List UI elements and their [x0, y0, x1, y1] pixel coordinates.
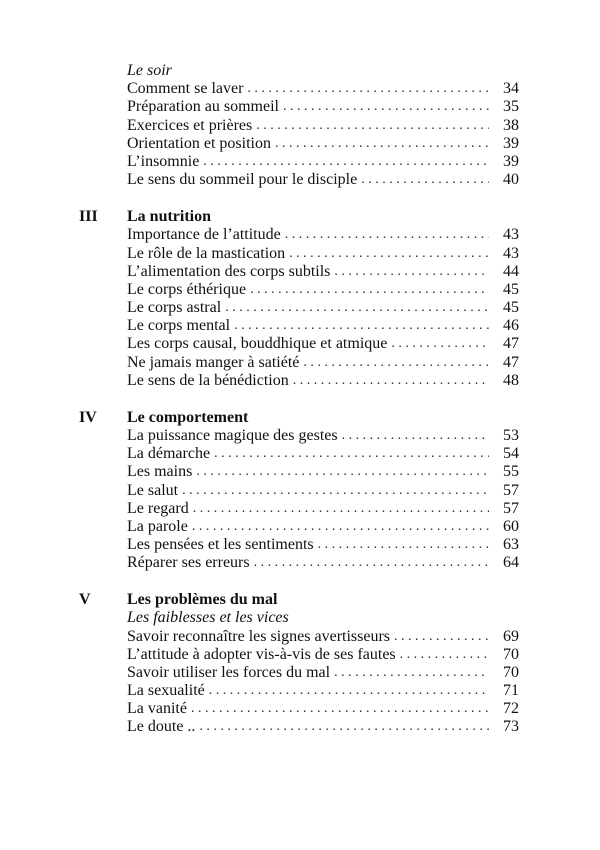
dot-leader: [394, 628, 489, 646]
dot-leader: [400, 646, 489, 664]
entry-page: 63: [503, 536, 519, 554]
dot-leader: [285, 226, 489, 244]
dot-leader: [225, 299, 489, 317]
entry-title: Savoir utiliser les forces du mal: [127, 663, 331, 681]
entry-title: Savoir reconnaître les signes avertisseurs: [127, 627, 391, 645]
dot-leader: [192, 518, 489, 536]
table-of-contents: [79, 62, 519, 754]
toc-entry[interactable]: [127, 353, 519, 371]
entry-title: Le corps mental: [127, 317, 231, 335]
dot-leader: [361, 171, 489, 189]
section-title: Les problèmes du mal: [127, 591, 278, 609]
entry-page: 47: [503, 353, 519, 371]
dot-leader: [191, 700, 489, 718]
dot-leader: [318, 536, 489, 554]
entry-page: 39: [503, 152, 519, 170]
entry-title: Les mains: [127, 463, 193, 481]
dot-leader: [182, 482, 489, 500]
entry-title: Les corps causal, bouddhique et atmique: [127, 335, 388, 353]
section-subtitle: Le soir: [127, 62, 172, 79]
dot-leader: [275, 135, 489, 153]
section-numeral: V: [79, 591, 91, 609]
entry-page: 45: [503, 280, 519, 298]
entry-page: 60: [503, 517, 519, 535]
toc-entry[interactable]: [127, 98, 519, 116]
entry-title: Ne jamais manger à satiété: [127, 353, 300, 371]
toc-entry[interactable]: [127, 718, 519, 736]
dot-leader: [303, 354, 489, 372]
entry-title: La puissance magique des gestes: [127, 427, 338, 444]
entry-title: Les pensées et les sentiments: [127, 536, 314, 554]
entry-page: 72: [503, 700, 519, 718]
toc-entry[interactable]: [127, 518, 519, 536]
entry-page: 57: [503, 481, 519, 499]
toc-section-nutrition: [79, 207, 519, 390]
toc-entry[interactable]: [127, 153, 519, 171]
entry-page: 46: [503, 317, 519, 335]
toc-entry[interactable]: [127, 700, 519, 718]
toc-entry[interactable]: [127, 80, 519, 98]
toc-entry[interactable]: [127, 500, 519, 518]
toc-entry[interactable]: [127, 244, 519, 262]
toc-entry[interactable]: [127, 171, 519, 189]
toc-entry[interactable]: [127, 335, 519, 353]
toc-entry[interactable]: [127, 481, 519, 499]
entry-title: Le salut: [127, 481, 179, 499]
toc-section-evening: [79, 62, 519, 189]
entry-page: 69: [503, 627, 519, 645]
toc-section-evil: [79, 590, 519, 736]
toc-entry[interactable]: [127, 263, 519, 281]
entry-page: 55: [503, 463, 519, 481]
entry-page: 70: [503, 663, 519, 681]
entry-title: La vanité: [127, 700, 187, 718]
section-title: Le comportement: [127, 408, 249, 426]
entry-page: 39: [503, 134, 519, 152]
entry-page: 64: [503, 554, 519, 572]
dot-leader: [283, 98, 489, 116]
entry-page: 71: [503, 682, 519, 700]
section-heading: [79, 408, 519, 427]
dot-leader: [334, 263, 489, 281]
dot-leader: [334, 664, 489, 682]
section-heading: [79, 207, 519, 226]
dot-leader: [209, 682, 489, 700]
dot-leader: [256, 117, 489, 135]
section-numeral: IV: [79, 408, 97, 426]
dot-leader: [247, 80, 489, 98]
entry-title: Orientation et position: [127, 134, 271, 152]
entry-title: Importance de l’attitude: [127, 226, 281, 244]
entry-page: 43: [503, 244, 519, 262]
entry-title: Exercices et prières: [127, 116, 253, 134]
toc-entry[interactable]: [127, 372, 519, 390]
entry-title: L’attitude à adopter vis-à-vis de ses fautes: [127, 645, 396, 663]
dot-leader: [199, 718, 489, 736]
toc-entry[interactable]: [127, 226, 519, 244]
dot-leader: [234, 317, 489, 335]
dot-leader: [214, 445, 489, 463]
dot-leader: [391, 335, 489, 353]
section-subtitle: Les faiblesses et les vices: [127, 609, 289, 627]
entry-page: 47: [503, 335, 519, 353]
entry-title: La démarche: [127, 445, 211, 463]
entry-title: Préparation au sommeil: [127, 98, 279, 116]
entry-title: Le regard: [127, 499, 189, 517]
entry-page: 44: [503, 262, 519, 280]
toc-entry[interactable]: [127, 281, 519, 299]
entry-page: 48: [503, 371, 519, 389]
toc-entry[interactable]: [127, 116, 519, 134]
entry-title: Le corps astral: [127, 299, 222, 317]
section-title: La nutrition: [127, 208, 212, 226]
toc-entry[interactable]: [127, 536, 519, 554]
entry-page: 35: [503, 98, 519, 116]
entry-page: 38: [503, 116, 519, 134]
toc-entry[interactable]: [127, 554, 519, 572]
dot-leader: [196, 463, 489, 481]
toc-section-behaviour: [79, 408, 519, 573]
entry-page: 34: [503, 80, 519, 98]
toc-entry[interactable]: [127, 646, 519, 664]
entry-title: Le rôle de la mastication: [127, 244, 286, 262]
toc-entry[interactable]: [127, 135, 519, 153]
toc-entry[interactable]: [127, 445, 519, 463]
entry-title: Comment se laver: [127, 80, 244, 98]
dot-leader: [193, 500, 489, 518]
toc-entry[interactable]: [127, 299, 519, 317]
section-heading: [79, 590, 519, 609]
dot-leader: [289, 245, 489, 263]
toc-entry[interactable]: [127, 627, 519, 645]
entry-title: L’alimentation des corps subtils: [127, 262, 331, 280]
section-numeral: III: [79, 208, 98, 226]
entry-title: La parole: [127, 517, 188, 535]
toc-entry[interactable]: [127, 427, 519, 445]
toc-entry[interactable]: [127, 463, 519, 481]
entry-page: 53: [503, 427, 519, 444]
entry-title: Le corps éthérique: [127, 280, 247, 298]
entry-title: Le sens de la bénédiction: [127, 371, 289, 389]
dot-leader: [203, 153, 489, 171]
dot-leader: [293, 372, 489, 390]
toc-entry[interactable]: [127, 317, 519, 335]
entry-page: 54: [503, 445, 519, 463]
entry-title: L’insomnie: [127, 152, 200, 170]
toc-entry[interactable]: [127, 682, 519, 700]
entry-title: La sexualité: [127, 682, 205, 700]
toc-entry[interactable]: [127, 664, 519, 682]
entry-page: 70: [503, 645, 519, 663]
entry-page: 57: [503, 499, 519, 517]
entry-page: 40: [503, 171, 519, 189]
entry-title: Le sens du sommeil pour le disciple: [127, 171, 358, 189]
entry-page: 73: [503, 718, 519, 736]
dot-leader: [250, 281, 489, 299]
entry-title: Réparer ses erreurs: [127, 554, 250, 572]
entry-page: 45: [503, 299, 519, 317]
entry-page: 43: [503, 226, 519, 244]
dot-leader: [342, 427, 489, 445]
entry-title: Le doute ..: [127, 718, 196, 736]
dot-leader: [254, 554, 489, 572]
